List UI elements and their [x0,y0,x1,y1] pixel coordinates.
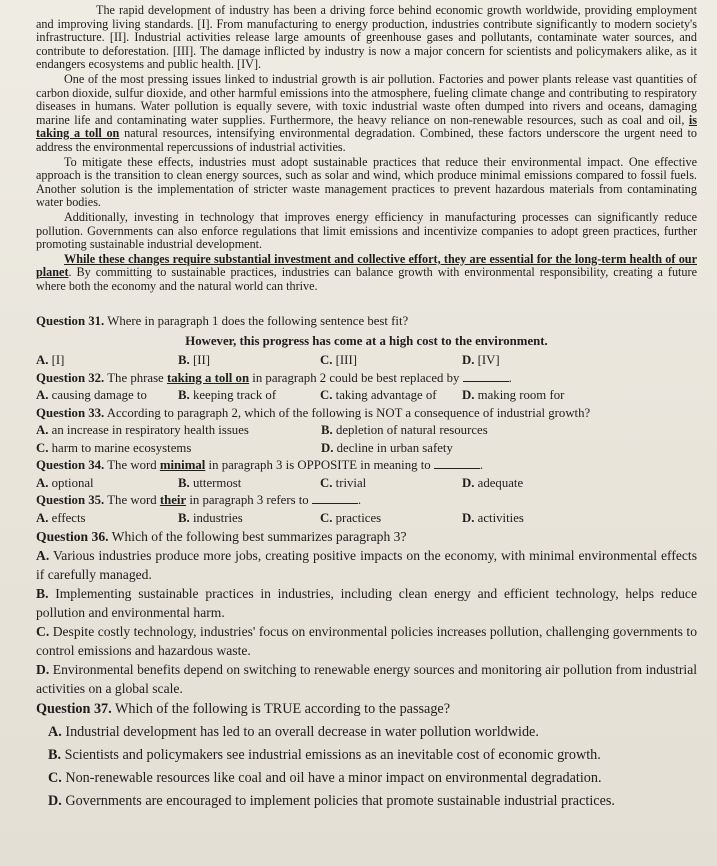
option-letter: D. [321,440,334,455]
option-b[interactable] [178,352,320,370]
option-letter: A. [36,423,49,438]
option-b[interactable] [178,387,320,405]
paragraph-3-word-minimal: minimal [480,168,521,183]
option-b[interactable] [178,510,320,528]
option-letter: C. [320,353,333,368]
option-text: Various industries produce more jobs, creating positive impacts on the economy, with minimal environmental effects if carefully managed. [36,548,698,583]
option-text: [II] [192,353,210,368]
paragraph-1-text: The rapid development of industry has been a driving force behind economic growth worldwide, providing employment and improving living standards. [I]. From manufacturing to energy production, industries contribute significantly to modern society's infrastructure. [II]. Industrial activities release large amounts of greenhouse gases and pollutants, contaminate water sources, and contribute to deforestation. [III]. The damage inflicted by industry is now a major concern for scientists and policymakers alike, as it endangers ecosystems and public health. [IV]. [36,3,697,72]
question-stem-end: . [357,493,362,508]
options [36,475,697,493]
underlined-phrase-toll: is taking a toll on [36,112,697,141]
option-text: [III] [335,353,357,368]
questions-section [36,313,697,813]
option-letter: B. [178,475,190,490]
option-letter: A. [48,724,62,741]
option-text: making room for [477,388,565,403]
option-text: Implementing sustainable practices in industries, including clean energy and efficient technology, helps reduce pollution and environmental harm. [36,586,697,621]
paragraph-2 [36,73,697,155]
answer-blank [463,371,509,382]
answer-blank [434,458,480,469]
question-number: Question 31. [36,314,105,329]
paragraph-4-text: Additionally, investing in technology that improves energy efficiency in manufacturing processes can significantly reduce pollution. Governments can also enforce regulations that limit emissions and incentivize companies to adopt green practices, further promoting sustainable industrial development. [36,209,697,252]
option-text: taking advantage of [335,388,437,403]
option-c[interactable] [36,622,697,660]
option-letter: B. [178,388,190,403]
option-b[interactable] [321,422,606,440]
question-stem-end: . [508,370,512,385]
question-35 [36,492,697,527]
option-a[interactable] [36,387,178,405]
paragraph-2-text-b: natural resources, intensifying environmental degradation. Combined, these factors underscore the urgent need to address the environmental repercussions of industrial activities. [36,126,697,154]
question-number: Question 36. [36,529,109,545]
options [36,387,697,405]
option-text: activities [477,510,524,525]
option-c[interactable] [320,387,462,405]
question-34 [36,457,697,492]
question-36 [36,527,697,698]
question-number: Question 32. [36,370,105,385]
option-letter: B. [36,586,49,602]
option-b[interactable] [48,744,697,767]
option-text: causing damage to [51,388,147,403]
option-a[interactable] [36,352,178,370]
option-letter: D. [462,475,475,490]
option-letter: C. [320,510,333,525]
option-b[interactable] [36,584,697,622]
option-c[interactable] [320,352,462,370]
option-letter: A. [36,548,50,564]
option-text: Scientists and policymakers see industrial emissions as an inevitable cost of economic growth. [64,747,601,764]
option-letter: D. [462,353,475,368]
option-text: Environmental benefits depend on switching to renewable energy sources and monitoring air pollution from industrial activities on a global scale. [36,662,697,697]
option-letter: C. [320,388,333,403]
option-letter: C. [36,440,49,455]
question-stem: The phrase [107,370,167,385]
options [36,510,697,528]
question-32 [36,370,697,405]
option-a[interactable] [36,475,178,493]
paragraph-3 [36,156,697,210]
option-letter: A. [36,510,49,525]
option-letter: D. [48,793,62,810]
question-stem: The word [107,493,160,508]
option-b[interactable] [178,475,320,493]
option-text: trivial [335,475,367,490]
option-c[interactable] [320,510,462,528]
question-number: Question 35. [36,493,105,508]
option-letter: A. [36,353,49,368]
option-d[interactable] [48,790,697,813]
option-letter: C. [320,475,333,490]
question-number: Question 33. [36,405,105,420]
option-text: effects [51,510,86,525]
option-text: Industrial development has led to an overall decrease in water pollution worldwide. [65,724,539,741]
option-a[interactable] [36,510,178,528]
option-d[interactable] [462,510,604,528]
option-text: adequate [477,475,524,490]
paragraph-5 [36,253,697,294]
option-text: industries [192,510,243,525]
option-letter: B. [178,510,190,525]
option-d[interactable] [462,387,604,405]
option-d[interactable] [36,660,697,698]
option-text: [I] [51,353,65,368]
question-number: Question 34. [36,458,105,473]
option-text: Non-renewable resources like coal and oil have a minor impact on environmental degradation. [65,770,602,787]
question-stem: The word [107,458,160,473]
option-a[interactable] [48,721,697,744]
option-text: Governments are encouraged to implement policies that promote sustainable industrial practices. [65,793,615,810]
paragraph-4 [36,211,697,252]
question-number: Question 37. [36,701,112,718]
underlined-sentence: While these changes require substantial investment and collective effort, they are essential for the long-term health of our planet [36,251,697,280]
question-underlined: minimal [159,458,206,473]
option-letter: B. [48,747,62,764]
option-text: an increase in respiratory health issues [51,423,249,438]
paragraph-2-text-a: One of the most pressing issues linked to industrial growth is air pollution. Factories and power plants release vast quantities of carbon dioxide, sulfur dioxide, and other harmful emissions into the atmosphere, fueling climate change and contributing to respiratory diseases in humans. Water pollution is equally severe, with toxic industrial waste often dumped into rivers and oceans, damaging marine life and contaminating water supplies. Furthermore, the heavy reliance on non-renewable resources, such as coal and oil, [36,71,697,127]
option-letter: A. [36,388,49,403]
option-letter: C. [36,624,50,640]
answer-blank [312,493,358,504]
question-stem: According to paragraph 2, which of the following is NOT a consequence of industrial growth? [106,405,591,420]
question-stem: Where in paragraph 1 does the following sentence best fit? [107,314,409,329]
options [36,352,697,370]
option-text: [IV] [477,353,500,368]
question-31 [36,313,697,370]
option-text: harm to marine ecosystems [51,440,192,455]
question-underlined: taking a toll on [166,370,250,385]
option-letter: C. [48,770,62,787]
option-c[interactable] [36,440,321,458]
option-letter: D. [462,510,475,525]
option-text: practices [335,510,382,525]
option-c[interactable] [320,475,462,493]
question-stem: Which of the following best summarizes paragraph 3? [111,529,407,545]
option-text: uttermost [192,475,242,490]
question-37 [36,698,697,813]
question-stem: Which of the following is TRUE according to the passage? [114,701,451,718]
option-text: decline in urban safety [336,440,453,455]
question-stem-rest: in paragraph 2 could be best replaced by [249,370,460,385]
insert-sentence: However, this progress has come at a high cost to the environment. [185,333,548,348]
option-letter: B. [321,423,333,438]
question-underlined: their [159,493,187,508]
option-letter: A. [36,475,49,490]
options [36,422,697,457]
option-text: depletion of natural resources [335,423,488,438]
option-text: optional [51,475,94,490]
option-d[interactable] [462,475,604,493]
option-text: Despite costly technology, industries' focus on environmental policies increases pollution, challenging governments to control emissions and hazardous waste. [36,624,697,659]
paragraph-3-text-a: To mitigate these effects, industries must adopt sustainable practices that reduce their environmental impact. One effective approach is the transition to clean energy sources, such as solar and wind, which produce [36,154,697,183]
paragraph-1 [36,4,697,72]
reading-passage [36,4,697,293]
question-stem-end: . [479,458,484,473]
option-text: keeping track of [192,388,277,403]
option-d[interactable] [462,352,604,370]
question-stem-rest: in paragraph 3 refers to [186,493,309,508]
question-33 [36,405,697,458]
option-letter: B. [178,353,190,368]
option-letter: D. [462,388,475,403]
option-c[interactable] [48,767,697,790]
option-d[interactable] [321,440,606,458]
option-a[interactable] [36,546,697,584]
question-stem-rest: in paragraph 3 is OPPOSITE in meaning to [205,458,431,473]
option-letter: D. [36,662,50,678]
paragraph-5-text: . By committing to sustainable practices, industries can balance growth with environmental responsibility, creating a future where both the economy and the natural world can thrive. [36,265,697,293]
option-a[interactable] [36,422,321,440]
paragraph-3-text-b: emissions compared to fossil fuels. Another solution is the implementation of stricter waste management practices to prevent hazardous materials from contaminating water bodies. [36,168,697,210]
